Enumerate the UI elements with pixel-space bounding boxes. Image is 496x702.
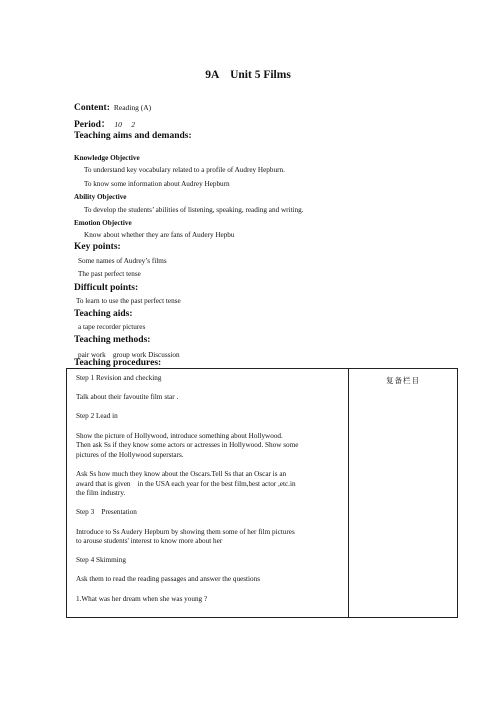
aids-heading: Teaching aids: <box>74 309 133 319</box>
knowledge-line: To understand key vocabulary related to a profile of Audrey Hepburn. <box>84 166 285 174</box>
procedure-line <box>76 566 348 576</box>
procedure-line <box>76 422 348 432</box>
procedure-line: Step 2 Lead in <box>76 412 118 421</box>
key-point-line: The past perfect tense <box>78 270 141 278</box>
procedure-line: Then ask Ss if they know some actors or actresses in Hollywood. Show some <box>76 441 299 450</box>
period-row <box>74 114 135 132</box>
ability-line: To develop the students’ abilities of listening, speaking, reading and writing. <box>84 206 304 214</box>
procedure-line <box>76 403 348 413</box>
procedure-line: to arouse students' interest to know more about her <box>76 537 223 546</box>
procedures-cell <box>67 369 349 618</box>
procedure-line: Show the picture of Hollywood, introduce something about Hollywood. <box>76 431 283 440</box>
aids-line: a tape recorder pictures <box>78 323 146 331</box>
procedure-line <box>76 460 348 470</box>
procedure-line: Step 1 Revision and checking <box>76 374 162 382</box>
procedure-line: Introduce to Ss Audery Hepburn by showing them some of her film pictures <box>76 527 295 536</box>
content-row <box>74 97 151 115</box>
procedure-line: Talk about their favoutite film star . <box>76 393 179 402</box>
period-value: 10 2 <box>114 120 136 129</box>
page-title: 9A Unit 5 Films <box>205 69 291 81</box>
knowledge-line: To know some information about Audrey Hepburn <box>84 180 230 188</box>
emotion-heading: Emotion Objective <box>74 219 132 227</box>
difficult-points-heading: Difficult points: <box>74 283 139 293</box>
procedure-line: award that is given in the USA each year for the best film,best actor ,etc.in <box>76 479 296 488</box>
difficult-point-line: To learn to use the past perfect tense <box>76 297 181 305</box>
content-value: Reading (A) <box>113 103 152 112</box>
procedure-line: Step 3 Presentation <box>76 508 137 517</box>
methods-heading: Teaching methods: <box>74 335 151 345</box>
procedures-table <box>66 368 458 618</box>
methods-line: pair work group work Discussion <box>78 351 180 359</box>
procedure-line: the film industry. <box>76 489 126 498</box>
procedures-heading: Teaching procedures: <box>74 358 162 368</box>
procedure-line: Ask them to read the reading passages and answer the questions <box>76 575 261 584</box>
aims-heading: Teaching aims and demands: <box>74 131 192 141</box>
procedure-line <box>76 518 348 528</box>
emotion-line: Know about whether they are fans of Audery Hepbu <box>84 231 235 239</box>
procedure-line <box>76 604 348 614</box>
procedure-line: Step 4 Skimming <box>76 556 126 565</box>
knowledge-heading: Knowledge Objective <box>74 154 140 162</box>
procedure-steps <box>67 369 348 617</box>
procedure-line <box>76 585 348 595</box>
procedure-line: pictures of the Hollywood superstars. <box>76 450 184 459</box>
content-label: Content: <box>74 103 110 113</box>
review-column-heading: 复备栏目 <box>386 376 420 385</box>
review-column <box>349 369 458 618</box>
procedure-line: 1.What was her dream when she was young ? <box>76 594 208 603</box>
procedure-line: Ask Ss how much they know about the Oscars.Tell Ss that an Oscar is an <box>76 469 287 478</box>
procedure-line <box>76 384 348 394</box>
key-point-line: Some names of Audrey’s films <box>78 257 167 265</box>
ability-heading: Ability Objective <box>74 193 127 201</box>
procedure-line <box>76 499 348 509</box>
key-points-heading: Key points: <box>74 242 121 252</box>
procedure-line <box>76 547 348 557</box>
period-label: Period： <box>74 120 111 130</box>
